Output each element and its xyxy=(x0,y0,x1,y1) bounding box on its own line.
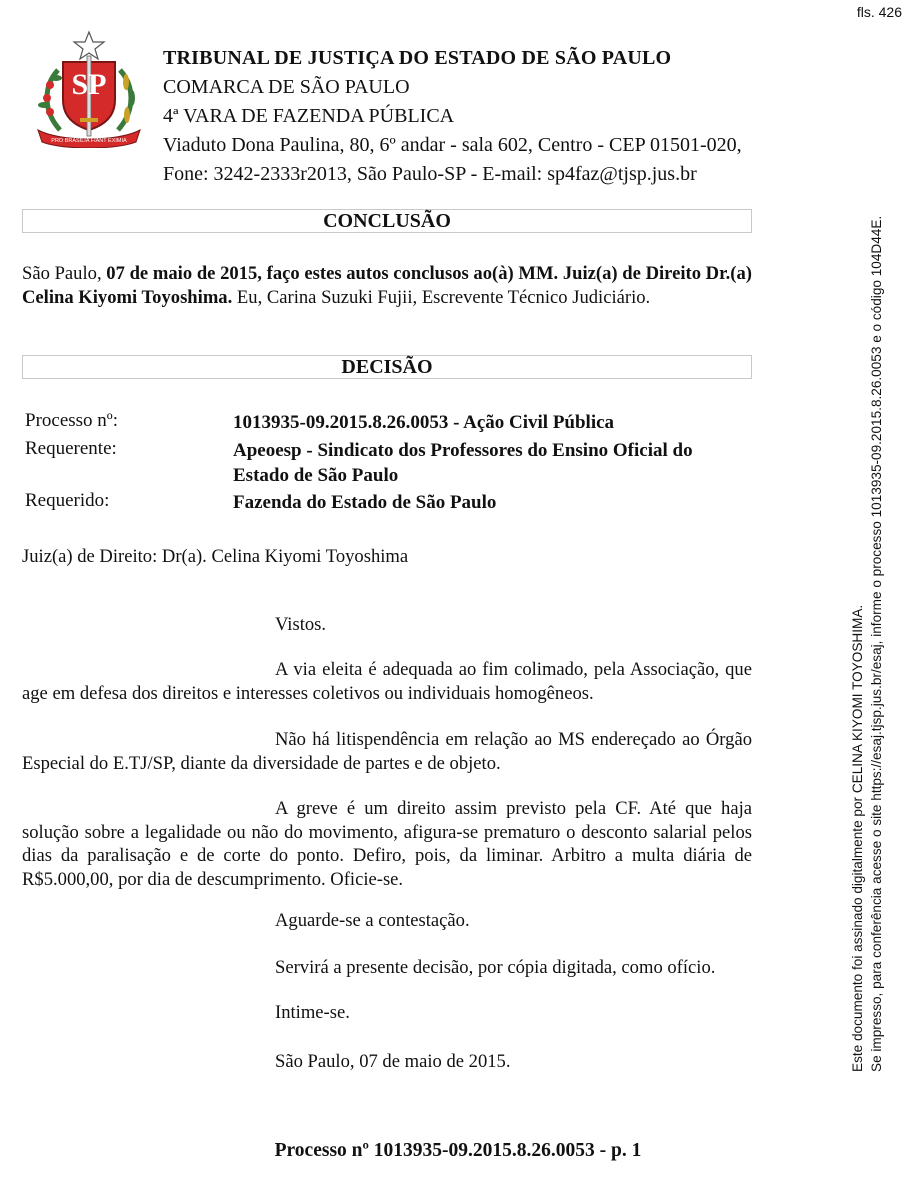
seal-letters: SP xyxy=(71,68,107,101)
decision-paragraph-3: A greve é um direito assim previsto pela CF. Até que haja solução sobre a legalidade ou não do movimento, afigura-se prematuro o desconto salarial pelos dias da paralisação e de corte do ponto. Defiro, pois, da liminar. Arbitro a multa diária de R$5.000,00, por dia de descumprimento. Oficie-se. xyxy=(22,798,752,890)
requerido-value: Fazenda do Estado de São Paulo xyxy=(233,492,497,513)
sao-paulo-coat-of-arms-logo xyxy=(30,30,148,148)
vistos-line: Vistos. xyxy=(275,614,327,635)
conclusao-city: São Paulo, xyxy=(22,263,102,284)
conclusao-clerk: Eu, Carina Suzuki Fujii, Escrevente Técnico Judiciário. xyxy=(236,286,651,308)
court-header xyxy=(163,44,742,189)
seal-motto: PRO BRASILIA FIANT EXIMIA xyxy=(51,138,127,144)
decisao-heading: DECISÃO xyxy=(22,355,752,379)
requerido-label: Requerido: xyxy=(25,490,110,511)
judge-line: Juiz(a) de Direito: Dr(a). Celina Kiyomi Toyoshima xyxy=(22,546,409,567)
court-address: Viaduto Dona Paulina, 80, 6º andar - sala 602, Centro - CEP 01501-020, xyxy=(163,134,742,156)
court-name: TRIBUNAL DE JUSTIÇA DO ESTADO DE SÃO PAULO xyxy=(163,47,672,69)
contestacao-line: Aguarde-se a contestação. xyxy=(275,910,470,931)
signature-stamp-line-2: Se impresso, para conferência acesse o site https://esaj.tjsp.jus.br/esaj, informe o processo 1013935-09.2015.8.26.0053 e o código 104D44E. xyxy=(869,215,884,1072)
decision-paragraph-1: A via eleita é adequada ao fim colimado, pela Associação, que age em defesa dos direitos e interesses coletivos ou individuais homogêneos. xyxy=(22,659,752,704)
intime-line: Intime-se. xyxy=(275,1002,350,1023)
signature-stamp-line-1: Este documento foi assinado digitalmente por CELINA KIYOMI TOYOSHIMA. xyxy=(850,604,865,1072)
court-contact: Fone: 3242-2333r2013, São Paulo-SP - E-mail: sp4faz@tjsp.jus.br xyxy=(163,163,697,185)
comarca-name: COMARCA DE SÃO PAULO xyxy=(163,76,410,98)
decision-paragraph-2: Não há litispendência em relação ao MS endereçado ao Órgão Especial do E.TJ/SP, diante da diversidade de partes e de objeto. xyxy=(22,729,752,774)
date-line: São Paulo, 07 de maio de 2015. xyxy=(275,1051,511,1072)
requerente-value: Apeoesp - Sindicato dos Professores do Ensino Oficial do Estado de São Paulo xyxy=(233,440,693,486)
processo-value: 1013935-09.2015.8.26.0053 - Ação Civil Pública xyxy=(233,412,615,433)
conclusao-heading: CONCLUSÃO xyxy=(22,209,752,233)
page-footer: Processo nº 1013935-09.2015.8.26.0053 - p. 1 xyxy=(274,1140,642,1161)
oficio-line: Servirá a presente decisão, por cópia digitada, como ofício. xyxy=(275,957,716,978)
conclusao-bold-text: 07 de maio de 2015, faço estes autos conclusos ao(à) MM. Juiz(a) de Direito Dr.(a) Celina Kiyomi Toyoshima. xyxy=(22,263,752,308)
requerente-label: Requerente: xyxy=(25,438,117,459)
vara-name: 4ª VARA DE FAZENDA PÚBLICA xyxy=(163,105,455,127)
page-sheet-number: fls. 426 xyxy=(856,4,902,20)
conclusao-paragraph xyxy=(22,262,752,309)
processo-label: Processo nº: xyxy=(25,410,118,431)
